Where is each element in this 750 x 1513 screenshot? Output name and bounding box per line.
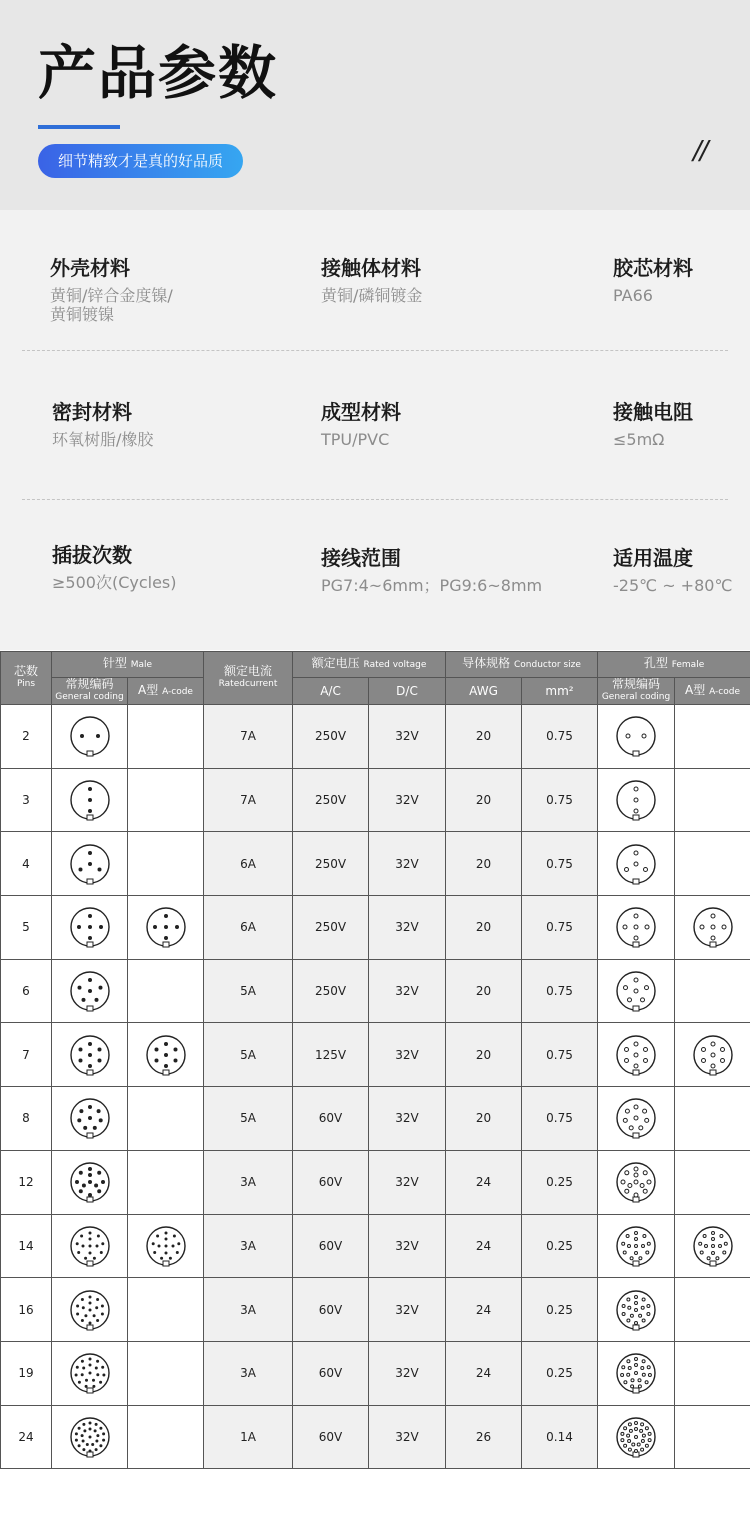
female-connector-icon — [614, 714, 658, 758]
current-cell: 5A — [204, 959, 293, 1023]
param-label: 成型材料 — [321, 400, 401, 424]
param-contact-resistance — [613, 399, 693, 449]
current-cell: 5A — [204, 1087, 293, 1151]
awg-cell: 24 — [446, 1150, 522, 1214]
mm2-cell: 0.25 — [522, 1214, 598, 1278]
awg-cell: 20 — [446, 705, 522, 769]
male-acode-cell — [128, 896, 204, 960]
male-connector-icon — [68, 842, 112, 886]
ac-voltage-cell: 250V — [293, 832, 369, 896]
female-connector-icon — [614, 1288, 658, 1332]
ac-voltage-cell: 60V — [293, 1405, 369, 1469]
male-connector-icon — [68, 1160, 112, 1204]
mm2-cell: 0.14 — [522, 1405, 598, 1469]
current-cell: 7A — [204, 768, 293, 832]
male-general-cell — [52, 1150, 128, 1214]
awg-cell: 20 — [446, 1087, 522, 1151]
dc-voltage-cell: 32V — [369, 1405, 446, 1469]
param-shell-material — [50, 255, 173, 324]
ac-voltage-cell: 250V — [293, 959, 369, 1023]
page-title: 产品参数 — [38, 39, 279, 107]
male-connector-icon — [68, 1033, 112, 1077]
female-acode-cell — [675, 1405, 750, 1469]
male-general-cell — [52, 832, 128, 896]
female-connector-icon — [614, 1351, 658, 1395]
pins-cell: 6 — [1, 959, 52, 1023]
param-label: 接线范围 — [321, 546, 401, 570]
female-acode-cell — [675, 832, 750, 896]
table-row — [1, 1278, 750, 1342]
male-connector-icon — [68, 1096, 112, 1140]
female-general-cell — [598, 1405, 675, 1469]
awg-cell: 26 — [446, 1405, 522, 1469]
param-value: PA66 — [613, 286, 653, 305]
ac-voltage-cell: 60V — [293, 1087, 369, 1151]
female-connector-icon — [614, 1224, 658, 1268]
male-connector-icon — [68, 969, 112, 1013]
male-connector-icon — [68, 1224, 112, 1268]
male-general-cell — [52, 1341, 128, 1405]
table-row — [1, 1087, 750, 1151]
male-connector-icon — [68, 1288, 112, 1332]
male-general-cell — [52, 959, 128, 1023]
awg-cell: 20 — [446, 1023, 522, 1087]
ac-voltage-cell: 125V — [293, 1023, 369, 1087]
dc-voltage-cell: 32V — [369, 705, 446, 769]
female-acode-cell — [675, 768, 750, 832]
female-general-cell — [598, 896, 675, 960]
female-acode-cell — [675, 959, 750, 1023]
current-cell: 5A — [204, 1023, 293, 1087]
awg-cell: 20 — [446, 959, 522, 1023]
female-general-cell — [598, 1341, 675, 1405]
female-general-cell — [598, 1150, 675, 1214]
header-mm2: mm² — [522, 678, 598, 705]
female-connector-icon — [691, 1224, 735, 1268]
female-acode-cell — [675, 1341, 750, 1405]
male-acode-cell — [128, 768, 204, 832]
male-connector-icon — [68, 905, 112, 949]
param-seal-material — [52, 399, 153, 449]
table-row — [1, 1150, 750, 1214]
current-cell: 3A — [204, 1150, 293, 1214]
pins-cell: 4 — [1, 832, 52, 896]
param-label: 胶芯材料 — [613, 256, 693, 280]
female-acode-cell — [675, 1023, 750, 1087]
spec-table — [0, 651, 750, 1469]
male-general-cell — [52, 1087, 128, 1151]
pins-cell: 19 — [1, 1341, 52, 1405]
header-female-acode: A型 A-code — [675, 678, 750, 705]
pins-cell: 12 — [1, 1150, 52, 1214]
female-general-cell — [598, 832, 675, 896]
mm2-cell: 0.25 — [522, 1341, 598, 1405]
header-male: 针型 Male — [52, 652, 204, 678]
female-connector-icon — [614, 905, 658, 949]
awg-cell: 24 — [446, 1278, 522, 1342]
pins-cell: 16 — [1, 1278, 52, 1342]
pins-cell: 5 — [1, 896, 52, 960]
mm2-cell: 0.75 — [522, 832, 598, 896]
male-general-cell — [52, 1214, 128, 1278]
ac-voltage-cell: 250V — [293, 705, 369, 769]
params-section — [0, 210, 750, 650]
table-row — [1, 1341, 750, 1405]
param-label: 外壳材料 — [50, 256, 130, 280]
awg-cell: 24 — [446, 1214, 522, 1278]
dc-voltage-cell: 32V — [369, 1087, 446, 1151]
table-row — [1, 1405, 750, 1469]
male-acode-cell — [128, 1023, 204, 1087]
female-acode-cell — [675, 1087, 750, 1151]
male-acode-cell — [128, 832, 204, 896]
awg-cell: 20 — [446, 896, 522, 960]
param-label: 插拔次数 — [52, 543, 132, 567]
female-connector-icon — [614, 1160, 658, 1204]
male-acode-cell — [128, 1405, 204, 1469]
ac-voltage-cell: 60V — [293, 1214, 369, 1278]
param-insert-material — [613, 255, 693, 305]
dc-voltage-cell: 32V — [369, 1023, 446, 1087]
ac-voltage-cell: 250V — [293, 768, 369, 832]
awg-cell: 20 — [446, 832, 522, 896]
pins-cell: 7 — [1, 1023, 52, 1087]
mm2-cell: 0.75 — [522, 1087, 598, 1151]
param-value: 黄铜/磷铜镀金 — [321, 286, 423, 305]
header-female-general: 常规编码 General coding — [598, 678, 675, 705]
param-label: 适用温度 — [613, 546, 693, 570]
table-row — [1, 1023, 750, 1087]
male-connector-icon — [68, 778, 112, 822]
dc-voltage-cell: 32V — [369, 1341, 446, 1405]
header-current: 额定电流 Ratedcurrent — [204, 652, 293, 705]
current-cell: 7A — [204, 705, 293, 769]
table-row — [1, 896, 750, 960]
female-connector-icon — [614, 778, 658, 822]
male-connector-icon — [144, 1033, 188, 1077]
param-value: -25℃ ~ +80℃ — [613, 576, 733, 595]
header-female: 孔型 Female — [598, 652, 750, 678]
male-general-cell — [52, 705, 128, 769]
female-general-cell — [598, 705, 675, 769]
param-label: 接触体材料 — [321, 256, 421, 280]
header-male-acode: A型 A-code — [128, 678, 204, 705]
pins-cell: 8 — [1, 1087, 52, 1151]
male-general-cell — [52, 1278, 128, 1342]
header-male-general: 常规编码 General coding — [52, 678, 128, 705]
female-general-cell — [598, 768, 675, 832]
male-general-cell — [52, 768, 128, 832]
param-temperature — [613, 545, 732, 595]
female-general-cell — [598, 1278, 675, 1342]
female-general-cell — [598, 959, 675, 1023]
param-value: 环氧树脂/橡胶 — [52, 430, 154, 449]
mm2-cell: 0.25 — [522, 1278, 598, 1342]
female-connector-icon — [614, 969, 658, 1013]
current-cell: 6A — [204, 896, 293, 960]
pins-cell: 24 — [1, 1405, 52, 1469]
table-body — [1, 705, 750, 1469]
header-dc: D/C — [369, 678, 446, 705]
dc-voltage-cell: 32V — [369, 959, 446, 1023]
param-wiring-range — [321, 545, 542, 595]
female-general-cell — [598, 1023, 675, 1087]
ac-voltage-cell: 60V — [293, 1278, 369, 1342]
mm2-cell: 0.75 — [522, 959, 598, 1023]
female-acode-cell — [675, 1278, 750, 1342]
dc-voltage-cell: 32V — [369, 1150, 446, 1214]
current-cell: 3A — [204, 1341, 293, 1405]
mm2-cell: 0.75 — [522, 1023, 598, 1087]
param-value: TPU/PVC — [321, 430, 390, 449]
male-connector-icon — [68, 714, 112, 758]
dc-voltage-cell: 32V — [369, 896, 446, 960]
param-mating-cycles — [52, 542, 177, 592]
table-row — [1, 768, 750, 832]
param-contact-material — [321, 255, 422, 305]
female-acode-cell — [675, 896, 750, 960]
female-connector-icon — [614, 1033, 658, 1077]
female-acode-cell — [675, 705, 750, 769]
decor-slash: // — [693, 136, 707, 166]
param-molding-material — [321, 399, 401, 449]
dc-voltage-cell: 32V — [369, 1214, 446, 1278]
female-connector-icon — [691, 1033, 735, 1077]
female-connector-icon — [614, 842, 658, 886]
male-connector-icon — [144, 905, 188, 949]
male-acode-cell — [128, 705, 204, 769]
male-acode-cell — [128, 1278, 204, 1342]
header-awg: AWG — [446, 678, 522, 705]
awg-cell: 20 — [446, 768, 522, 832]
table-row — [1, 832, 750, 896]
pins-cell: 2 — [1, 705, 52, 769]
param-value: PG7:4~6mm；PG9:6~8mm — [321, 576, 543, 595]
divider — [22, 499, 728, 500]
female-general-cell — [598, 1214, 675, 1278]
ac-voltage-cell: 250V — [293, 896, 369, 960]
dc-voltage-cell: 32V — [369, 832, 446, 896]
current-cell: 3A — [204, 1278, 293, 1342]
male-acode-cell — [128, 959, 204, 1023]
mm2-cell: 0.75 — [522, 896, 598, 960]
ac-voltage-cell: 60V — [293, 1341, 369, 1405]
divider — [22, 350, 728, 351]
male-general-cell — [52, 1405, 128, 1469]
male-acode-cell — [128, 1214, 204, 1278]
param-label: 密封材料 — [52, 400, 132, 424]
pins-cell: 3 — [1, 768, 52, 832]
male-general-cell — [52, 896, 128, 960]
table-row — [1, 705, 750, 769]
mm2-cell: 0.75 — [522, 768, 598, 832]
table-row — [1, 1214, 750, 1278]
female-general-cell — [598, 1087, 675, 1151]
header-pins: 芯数 Pins — [1, 652, 52, 705]
female-acode-cell — [675, 1150, 750, 1214]
male-connector-icon — [68, 1415, 112, 1459]
male-connector-icon — [144, 1224, 188, 1268]
subtitle-badge: 细节精致才是真的好品质 — [38, 144, 243, 178]
title-underline — [38, 125, 120, 129]
dc-voltage-cell: 32V — [369, 1278, 446, 1342]
ac-voltage-cell: 60V — [293, 1150, 369, 1214]
pins-cell: 14 — [1, 1214, 52, 1278]
female-connector-icon — [691, 905, 735, 949]
current-cell: 3A — [204, 1214, 293, 1278]
param-value: ≥500次(Cycles) — [52, 573, 177, 592]
male-acode-cell — [128, 1087, 204, 1151]
male-general-cell — [52, 1023, 128, 1087]
female-connector-icon — [614, 1415, 658, 1459]
mm2-cell: 0.25 — [522, 1150, 598, 1214]
param-value: ≤5mΩ — [613, 430, 665, 449]
param-value: 黄铜/锌合金度镍/ 黄铜镀镍 — [50, 286, 173, 324]
header-voltage: 额定电压 Rated voltage — [293, 652, 446, 678]
header-banner — [0, 0, 750, 210]
awg-cell: 24 — [446, 1341, 522, 1405]
male-acode-cell — [128, 1341, 204, 1405]
current-cell: 6A — [204, 832, 293, 896]
table-row — [1, 959, 750, 1023]
header-conductor: 导体规格 Conductor size — [446, 652, 598, 678]
male-connector-icon — [68, 1351, 112, 1395]
current-cell: 1A — [204, 1405, 293, 1469]
male-acode-cell — [128, 1150, 204, 1214]
dc-voltage-cell: 32V — [369, 768, 446, 832]
female-acode-cell — [675, 1214, 750, 1278]
param-label: 接触电阻 — [613, 400, 693, 424]
mm2-cell: 0.75 — [522, 705, 598, 769]
female-connector-icon — [614, 1096, 658, 1140]
header-ac: A/C — [293, 678, 369, 705]
